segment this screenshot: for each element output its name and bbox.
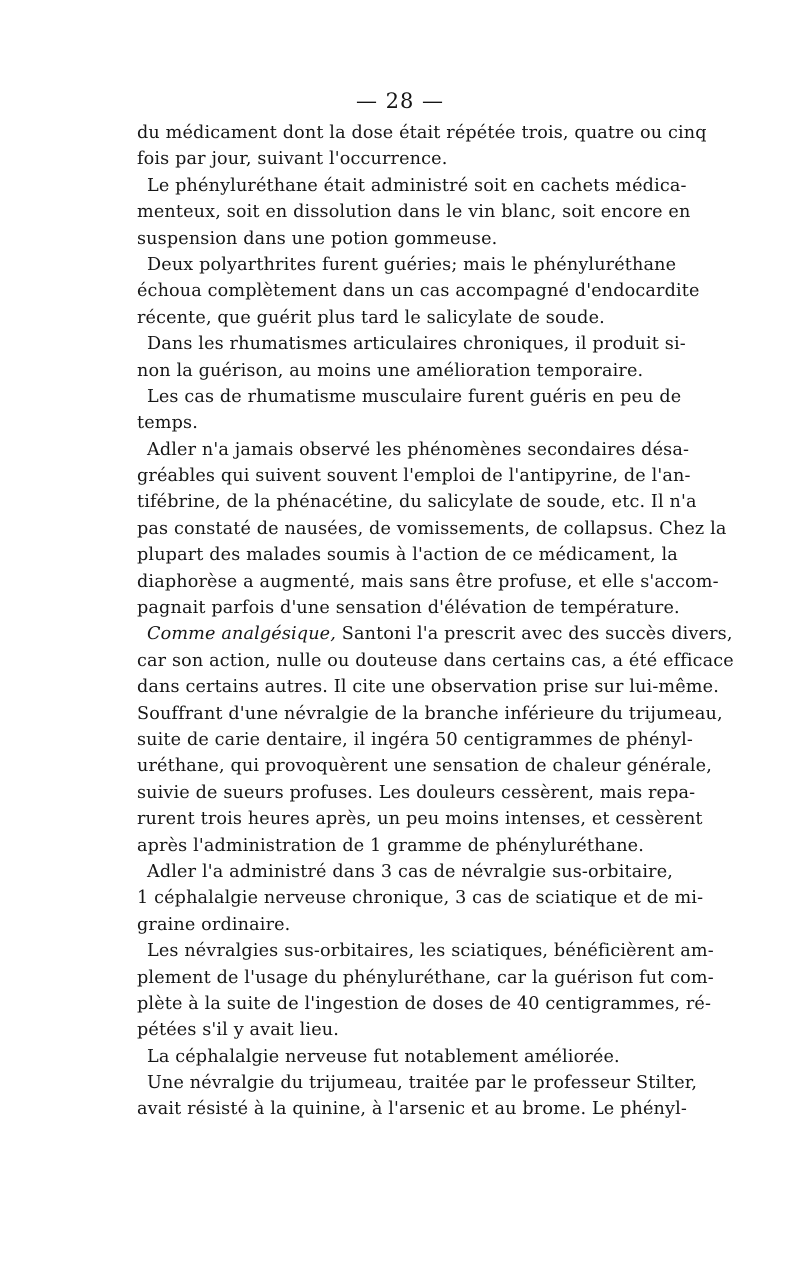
text-line <box>137 727 693 753</box>
text-line <box>137 489 697 515</box>
text-line <box>137 226 673 252</box>
text-line <box>137 384 682 410</box>
text-line <box>137 542 678 568</box>
text-line <box>137 991 712 1017</box>
text-line <box>137 173 687 199</box>
line-text: Le phényluréthane était administré soit en cachets médica- <box>147 175 687 196</box>
text-line <box>137 1096 687 1122</box>
line-text: diaphorèse a augmenté, mais sans être profuse, et elle s'accom- <box>137 571 719 592</box>
line-text: suspension dans une potion gommeuse. <box>137 228 498 249</box>
line-text: pétées s'il y avait lieu. <box>137 1020 339 1041</box>
text-line <box>137 621 733 647</box>
line-text: Les cas de rhumatisme musculaire furent guéris en peu de <box>147 386 682 407</box>
text-line <box>137 1044 673 1070</box>
text-line <box>137 120 707 146</box>
text-line <box>137 331 686 357</box>
line-text: La céphalalgie nerveuse fut notablement améliorée. <box>147 1046 620 1067</box>
body-text <box>137 120 734 1123</box>
line-text: suivie de sueurs profuses. Les douleurs cessèrent, mais repa- <box>137 782 696 803</box>
text-line <box>137 806 703 832</box>
line-text: avait résisté à la quinine, à l'arsenic et au brome. Le phényl- <box>137 1099 687 1120</box>
text-line <box>137 278 700 304</box>
text-line <box>137 938 714 964</box>
line-text: Santoni l'a prescrit avec des succès divers, <box>336 624 733 645</box>
line-text: tifébrine, de la phénacétine, du salicylate de soude, etc. Il n'a <box>137 492 697 513</box>
text-line <box>137 569 719 595</box>
line-text: rurent trois heures après, un peu moins intenses, et cessèrent <box>137 809 703 830</box>
line-text: dans certains autres. Il cite une observation prise sur lui-même. <box>137 677 719 698</box>
line-text: échoua complètement dans un cas accompagné d'endocardite <box>137 281 700 302</box>
line-text: Les névralgies sus-orbitaires, les sciatiques, bénéficièrent am- <box>147 941 714 962</box>
text-line <box>137 437 690 463</box>
text-line <box>137 859 673 885</box>
text-line <box>137 648 734 674</box>
text-line <box>137 1017 673 1043</box>
line-text: fois par jour, suivant l'occurrence. <box>137 149 448 170</box>
line-text: récente, que guérit plus tard le salicylate de soude. <box>137 307 605 328</box>
line-text: Deux polyarthrites furent guéries; mais le phényluréthane <box>147 254 677 275</box>
text-line <box>137 885 704 911</box>
text-line <box>137 753 712 779</box>
text-line <box>137 305 673 331</box>
italic-phrase: Comme analgésique, <box>147 624 336 645</box>
line-text: du médicament dont la dose était répétée trois, quatre ou cinq <box>137 123 707 143</box>
line-text: suite de carie dentaire, il ingéra 50 centigrammes de phényl- <box>137 729 693 750</box>
line-text: gréables qui suivent souvent l'emploi de l'antipyrine, de l'an- <box>137 466 691 487</box>
text-line <box>137 965 714 991</box>
line-text: Dans les rhumatismes articulaires chroniques, il produit si- <box>147 334 686 355</box>
line-text: Adler l'a administré dans 3 cas de névralgie sus-orbitaire, <box>147 861 673 882</box>
line-text: non la guérison, au moins une amélioration temporaire. <box>137 360 644 381</box>
text-line <box>137 1070 698 1096</box>
text-line <box>137 912 673 938</box>
line-text: menteux, soit en dissolution dans le vin blanc, soit encore en <box>137 202 691 223</box>
text-line <box>137 199 691 225</box>
line-text: pas constaté de nausées, de vomissements, de collapsus. Chez la <box>137 518 727 539</box>
line-text: plète à la suite de l'ingestion de doses de 40 centigrammes, ré- <box>137 993 712 1014</box>
line-text: après l'administration de 1 gramme de phényluréthane. <box>137 835 644 856</box>
text-line <box>137 358 673 384</box>
text-line <box>137 833 673 859</box>
line-text: pagnait parfois d'une sensation d'élévation de température. <box>137 598 680 619</box>
line-text: Une névralgie du trijumeau, traitée par le professeur Stilter, <box>147 1073 698 1094</box>
text-line <box>137 674 719 700</box>
line-text: car son action, nulle ou douteuse dans certains cas, a été efficace <box>137 650 734 671</box>
line-text: plupart des malades soumis à l'action de ce médicament, la <box>137 545 678 566</box>
text-line <box>137 410 673 436</box>
line-text: graine ordinaire. <box>137 914 291 935</box>
line-text: Souffrant d'une névralgie de la branche inférieure du trijumeau, <box>137 703 723 724</box>
text-line <box>137 780 696 806</box>
line-text: plement de l'usage du phényluréthane, car la guérison fut com- <box>137 967 714 988</box>
line-text: uréthane, qui provoquèrent une sensation de chaleur générale, <box>137 756 712 777</box>
page-number: — 28 — <box>355 89 445 113</box>
text-line <box>137 146 673 172</box>
line-text: Adler n'a jamais observé les phénomènes secondaires désa- <box>147 439 690 460</box>
text-line <box>137 516 727 542</box>
text-line <box>137 701 723 727</box>
line-text: 1 céphalalgie nerveuse chronique, 3 cas de sciatique et de mi- <box>137 888 704 909</box>
text-line <box>137 595 680 621</box>
text-line <box>137 463 691 489</box>
line-text: temps. <box>137 413 198 434</box>
text-line <box>137 252 677 278</box>
